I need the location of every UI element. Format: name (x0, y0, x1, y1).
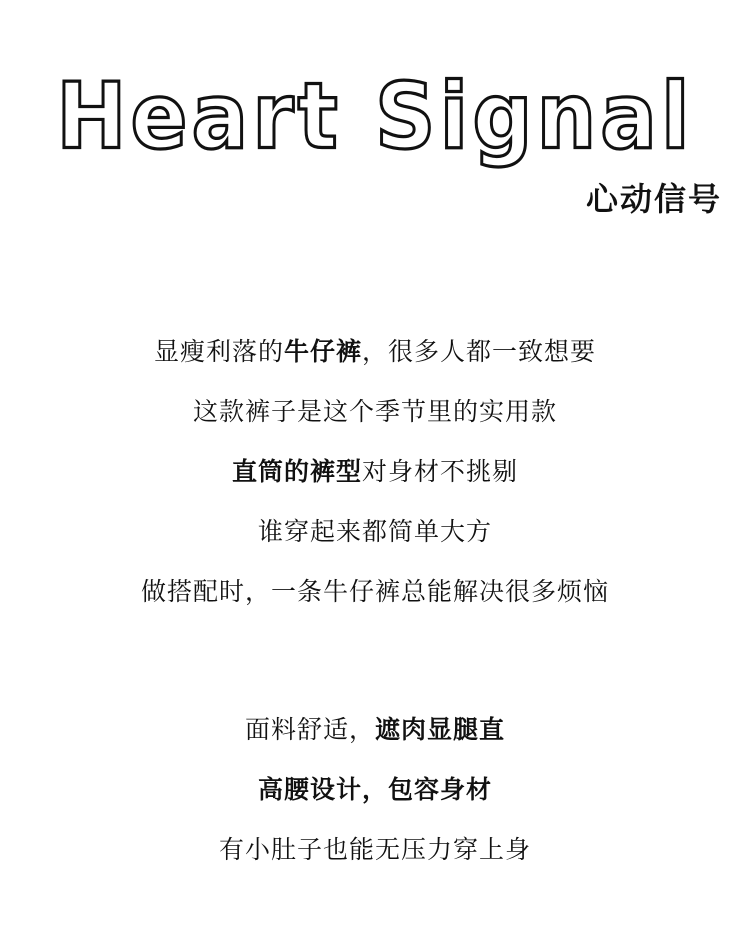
copy-line (0, 322, 750, 382)
copy-line (0, 820, 750, 880)
copy-line (0, 382, 750, 442)
copy-line (0, 760, 750, 820)
copy-line (0, 502, 750, 562)
copy-line (0, 442, 750, 502)
brand-title: Heart Signal (56, 63, 694, 169)
copy-text: ，很多人都一致想要 (362, 337, 597, 366)
copy-text: 显瘦利落的 (153, 337, 284, 366)
copy-emphasis: 直筒的裤型 (231, 457, 362, 486)
copy-text: 这款裤子是这个季节里的实用款 (192, 397, 557, 426)
copy-block-one (0, 322, 750, 622)
brand-subtitle: 心动信号 (585, 180, 722, 218)
copy-line (0, 700, 750, 760)
copy-emphasis: 牛仔裤 (283, 337, 362, 366)
logo-block (0, 62, 750, 218)
copy-block-two (0, 700, 750, 880)
copy-text: 对身材不挑剔 (362, 457, 519, 486)
copy-text: 谁穿起来都简单大方 (257, 517, 492, 546)
copy-text: 做搭配时，一条牛仔裤总能解决很多烦恼 (140, 577, 609, 606)
copy-text: 有小肚子也能无压力穿上身 (218, 835, 531, 864)
copy-emphasis: 高腰设计，包容身材 (257, 775, 492, 804)
copy-emphasis: 遮肉显腿直 (375, 715, 506, 744)
copy-line (0, 562, 750, 622)
copy-text: 面料舒适， (244, 715, 375, 744)
